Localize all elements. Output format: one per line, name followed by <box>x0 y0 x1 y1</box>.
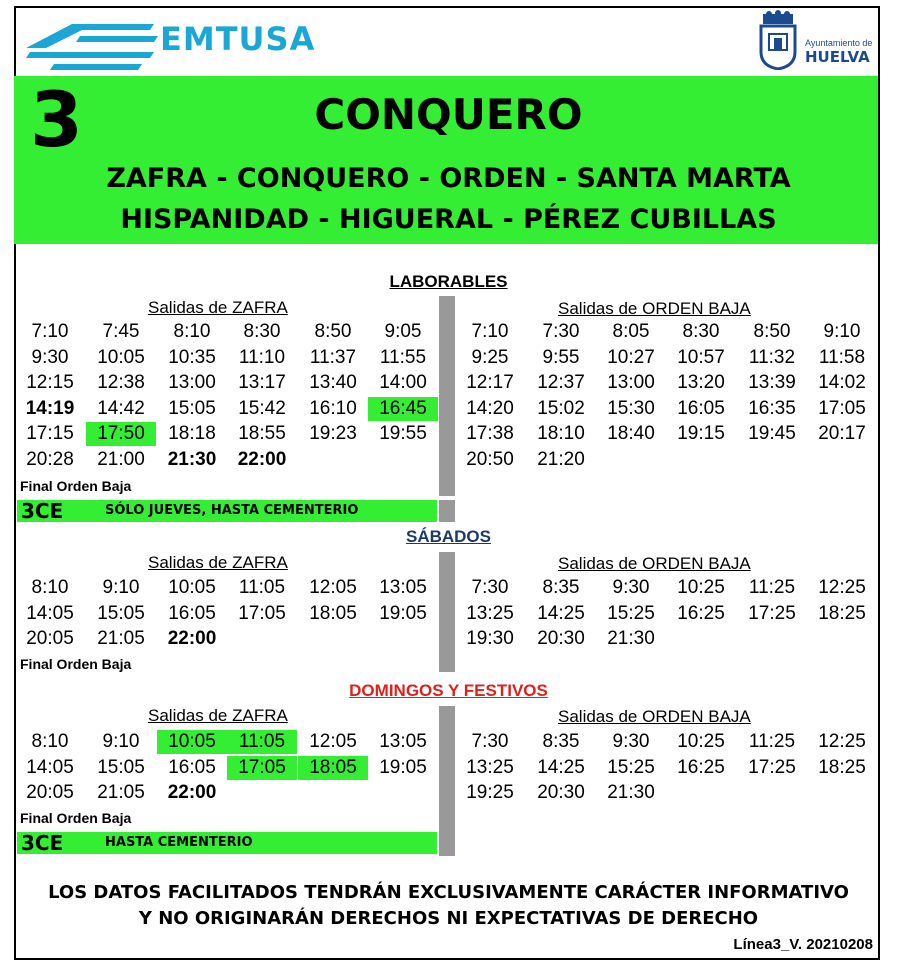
subhead-zafra: Salidas de ZAFRA <box>148 706 288 725</box>
departure-time: 22:00 <box>167 628 217 650</box>
departure-time: 8:10 <box>173 321 211 342</box>
departure-time: 10:25 <box>677 577 725 598</box>
departure-time: 9:30 <box>31 346 69 368</box>
departure-time: 19:23 <box>309 423 357 445</box>
route-stops-line-1: ZAFRA - CONQUERO - ORDEN - SANTA MARTA <box>106 163 791 194</box>
departure-time: 17:50 <box>86 422 156 446</box>
departure-time: 15:05 <box>97 756 145 778</box>
departure-time: 14:20 <box>466 397 514 419</box>
departure-time: 13:25 <box>466 756 514 778</box>
departure-time: 12:38 <box>97 372 145 394</box>
departure-time: 20:05 <box>26 782 74 804</box>
departure-time: 17:15 <box>26 423 74 445</box>
departure-time: 9:10 <box>823 321 861 342</box>
departure-time: 8:30 <box>682 321 720 342</box>
departure-time: 20:30 <box>537 628 585 650</box>
departure-time: 14:25 <box>537 602 585 624</box>
departure-time: 18:25 <box>818 602 866 624</box>
departure-time: 8:30 <box>243 321 281 342</box>
departure-time: 20:28 <box>26 449 74 470</box>
departure-time: 17:05 <box>238 602 286 624</box>
column-divider <box>439 706 455 856</box>
departure-time: 17:25 <box>748 602 796 624</box>
subhead-zafra: Salidas de ZAFRA <box>148 298 288 317</box>
departure-time: 7:10 <box>471 321 509 342</box>
departure-time: 21:30 <box>607 628 655 650</box>
version-label: Línea3_V. 20210208 <box>733 936 873 953</box>
departure-time: 21:05 <box>97 782 145 804</box>
departure-time: 13:25 <box>466 602 514 624</box>
departure-time: 11:25 <box>748 731 796 752</box>
departure-time: 13:05 <box>379 731 427 752</box>
subhead-orden-baja: Salidas de ORDEN BAJA <box>558 707 751 726</box>
departure-time: 13:17 <box>238 372 286 394</box>
departure-time: 12:25 <box>818 577 866 598</box>
special-service-bar <box>17 500 437 522</box>
departure-time: 21:30 <box>167 449 217 470</box>
departure-time: 10:05 <box>157 730 227 754</box>
departure-time: 18:05 <box>298 756 368 780</box>
departure-time: 12:15 <box>26 372 74 394</box>
special-service-bar <box>17 832 437 854</box>
departure-time: 18:05 <box>309 602 357 624</box>
departure-time: 19:05 <box>379 756 427 778</box>
departure-time: 14:00 <box>379 372 427 394</box>
departure-time: 14:02 <box>818 372 866 394</box>
departure-time: 11:05 <box>227 730 297 754</box>
departure-time: 9:10 <box>102 731 140 752</box>
departure-time: 8:05 <box>612 321 650 342</box>
departure-time: 13:00 <box>607 372 655 394</box>
line-number: 3 <box>30 75 83 164</box>
departure-time: 18:55 <box>238 423 286 445</box>
departure-time: 21:05 <box>97 628 145 650</box>
departure-time: 17:05 <box>227 756 297 780</box>
departure-time: 21:30 <box>607 782 655 804</box>
departure-time: 9:25 <box>471 346 509 368</box>
departure-time: 15:42 <box>238 397 286 419</box>
departure-time: 14:25 <box>537 756 585 778</box>
departure-time: 15:05 <box>97 602 145 624</box>
special-service-code: 3CE <box>21 499 64 523</box>
departure-time: 13:40 <box>309 372 357 394</box>
departure-time: 18:18 <box>168 423 216 445</box>
departure-time: 20:17 <box>818 423 866 445</box>
column-divider <box>439 296 455 496</box>
departure-time: 8:50 <box>314 321 352 342</box>
departure-time: 15:25 <box>607 756 655 778</box>
departure-time: 20:50 <box>466 449 514 470</box>
final-note: Final Orden Baja <box>20 656 132 672</box>
municipality-name: HUELVA <box>805 48 870 66</box>
section-title-laborables: LABORABLES <box>389 272 508 291</box>
departure-time: 16:10 <box>309 397 357 419</box>
departure-time: 10:05 <box>97 346 145 368</box>
departure-time: 16:25 <box>677 756 725 778</box>
subhead-zafra: Salidas de ZAFRA <box>148 553 288 572</box>
departure-time: 19:25 <box>466 782 514 804</box>
disclaimer-line-2: Y NO ORIGINARÁN DERECHOS NI EXPECTATIVAS DE DERECHO <box>138 908 759 929</box>
subhead-orden-baja: Salidas de ORDEN BAJA <box>558 554 751 573</box>
departure-time: 19:15 <box>677 423 725 445</box>
final-note: Final Orden Baja <box>20 478 132 494</box>
departure-time: 7:30 <box>471 577 509 598</box>
departure-time: 7:30 <box>542 321 580 342</box>
departure-time: 11:58 <box>818 346 866 368</box>
subhead-orden-baja: Salidas de ORDEN BAJA <box>558 299 751 318</box>
departure-time: 19:45 <box>748 423 796 445</box>
departure-time: 18:10 <box>537 423 585 445</box>
departure-time: 7:30 <box>471 731 509 752</box>
brand-name: EMTUSA <box>160 20 316 58</box>
departure-time: 7:45 <box>102 321 140 342</box>
column-divider <box>439 500 455 522</box>
departure-time: 13:39 <box>748 372 796 394</box>
departure-time: 13:00 <box>168 372 216 394</box>
departure-time: 22:00 <box>167 782 217 804</box>
special-service-code: 3CE <box>21 831 64 855</box>
route-stops-line-2: HISPANIDAD - HIGUERAL - PÉREZ CUBILLAS <box>120 204 777 235</box>
departure-time: 8:35 <box>542 577 580 598</box>
departure-time: 14:19 <box>25 397 75 419</box>
departure-time: 16:25 <box>677 602 725 624</box>
departure-time: 10:25 <box>677 731 725 752</box>
departure-time: 15:05 <box>168 397 216 419</box>
departure-time: 18:25 <box>818 756 866 778</box>
departure-time: 11:05 <box>238 577 286 598</box>
departure-time: 9:10 <box>102 577 140 598</box>
column-divider <box>439 552 455 672</box>
special-service-text: HASTA CEMENTERIO <box>105 835 253 850</box>
section-title-domingos: DOMINGOS Y FESTIVOS <box>349 681 548 700</box>
disclaimer-line-1: LOS DATOS FACILITADOS TENDRÁN EXCLUSIVAMENTE CARÁCTER INFORMATIVO <box>48 882 849 903</box>
departure-time: 17:38 <box>466 423 514 445</box>
departure-time: 12:05 <box>309 577 357 598</box>
departure-time: 10:57 <box>677 346 725 368</box>
departure-time: 7:10 <box>31 321 69 342</box>
departure-time: 12:25 <box>818 731 866 752</box>
departure-time: 17:05 <box>818 397 866 419</box>
departure-time: 19:55 <box>379 423 427 445</box>
departure-time: 8:35 <box>542 731 580 752</box>
departure-time: 11:55 <box>379 346 427 368</box>
departure-time: 11:25 <box>748 577 796 598</box>
departure-time: 10:35 <box>168 346 216 368</box>
departure-time: 21:20 <box>537 449 585 470</box>
departure-time: 16:05 <box>168 602 216 624</box>
departure-time: 8:10 <box>31 731 69 752</box>
departure-time: 9:55 <box>542 346 580 368</box>
departure-time: 14:05 <box>26 602 74 624</box>
departure-time: 12:37 <box>537 372 585 394</box>
departure-time: 12:05 <box>309 731 357 752</box>
departure-time: 17:25 <box>748 756 796 778</box>
departure-time: 12:17 <box>466 372 514 394</box>
departure-time: 10:27 <box>607 346 655 368</box>
departure-time: 11:10 <box>238 346 286 368</box>
huelva-crest-icon <box>757 10 799 70</box>
departure-time: 8:50 <box>753 321 791 342</box>
departure-time: 15:02 <box>537 397 585 419</box>
departure-time: 9:30 <box>612 731 650 752</box>
final-note: Final Orden Baja <box>20 810 132 826</box>
departure-time: 15:30 <box>607 397 655 419</box>
departure-time: 14:05 <box>26 756 74 778</box>
departure-time: 22:00 <box>237 449 287 470</box>
departure-time: 19:05 <box>379 602 427 624</box>
departure-time: 16:05 <box>168 756 216 778</box>
departure-time: 18:40 <box>607 423 655 445</box>
departure-time: 11:37 <box>309 346 357 368</box>
special-service-text: SÓLO JUEVES, HASTA CEMENTERIO <box>105 503 359 518</box>
departure-time: 21:00 <box>97 449 145 470</box>
departure-time: 9:30 <box>612 577 650 598</box>
departure-time: 13:05 <box>379 577 427 598</box>
line-name: CONQUERO <box>314 90 583 139</box>
departure-time: 20:30 <box>537 782 585 804</box>
departure-time: 13:20 <box>677 372 725 394</box>
departure-time: 19:30 <box>466 628 514 650</box>
departure-time: 14:42 <box>97 397 145 419</box>
departure-time: 15:25 <box>607 602 655 624</box>
departure-time: 8:10 <box>31 577 69 598</box>
departure-time: 10:05 <box>168 577 216 598</box>
departure-time: 16:45 <box>368 397 438 421</box>
departure-time: 16:35 <box>748 397 796 419</box>
municipality-label: Ayuntamiento de <box>805 38 873 48</box>
departure-time: 11:32 <box>748 346 796 368</box>
departure-time: 9:05 <box>384 321 422 342</box>
departure-time: 20:05 <box>26 628 74 650</box>
section-title-sabados: SÁBADOS <box>405 527 491 546</box>
departure-time: 16:05 <box>677 397 725 419</box>
